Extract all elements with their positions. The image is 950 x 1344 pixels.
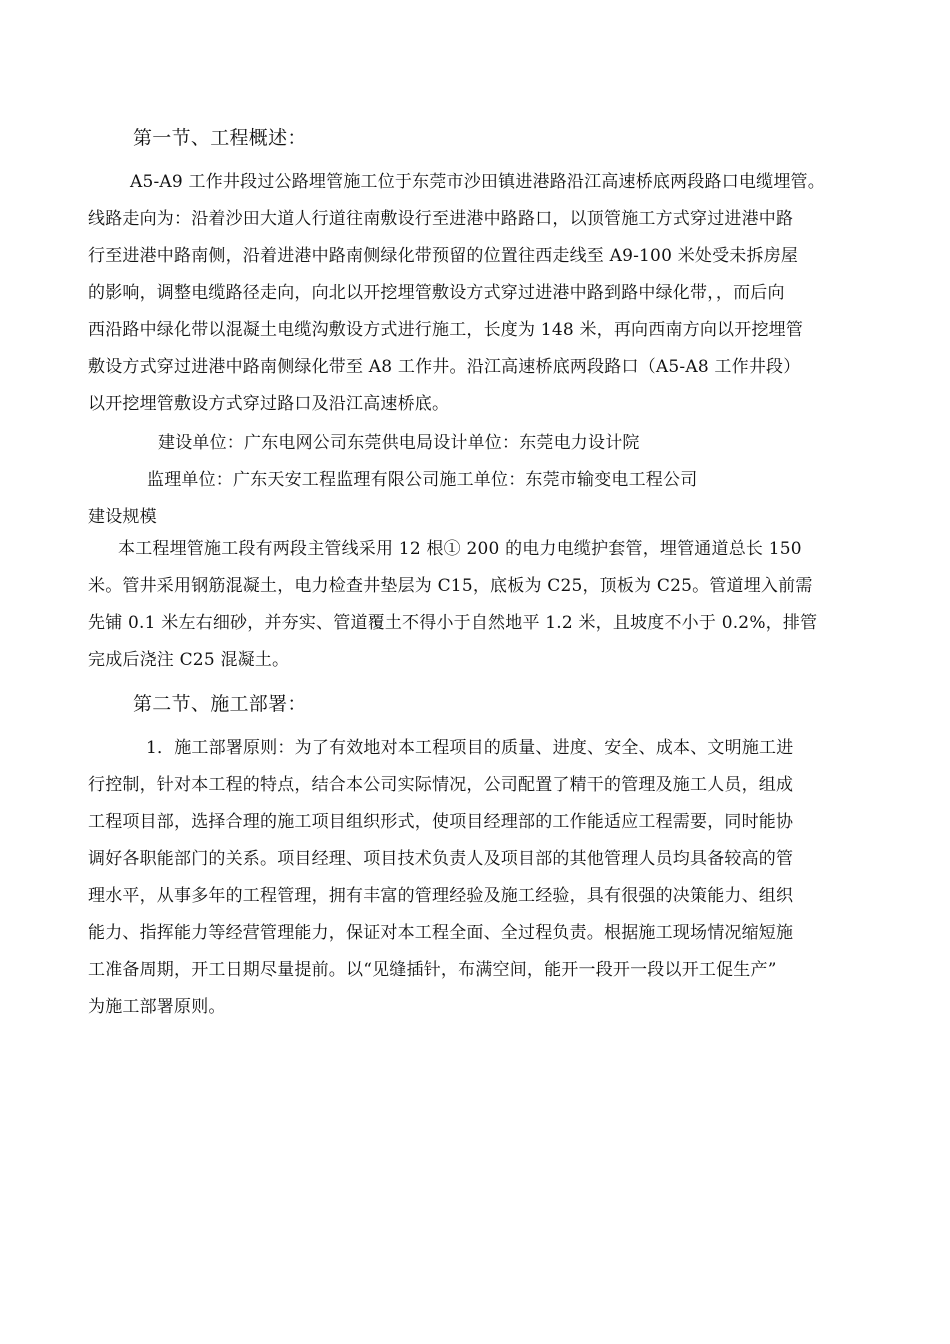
section-2-para-1-line: 调好各职能部门的关系。项目经理、项目技术负责人及项目部的其他管理人员均具备较高的管 xyxy=(88,849,794,869)
construction-scale-label: 建设规模 xyxy=(88,507,157,527)
section-1-para-1-line: 的影响，调整电缆路径走向，向北以开挖埋管敷设方式穿过进港中路到路中绿化带，，而后向 xyxy=(88,283,785,303)
section-2-para-1-line: 行控制，针对本工程的特点，结合本公司实际情况，公司配置了精干的管理及施工人员，组成 xyxy=(88,775,794,795)
section-1-para-1-line: 行至进港中路南侧，沿着进港中路南侧绿化带预留的位置往西走线至 A9-100 米处受未拆房屋 xyxy=(88,246,799,266)
section-1-para-2-line: 先铺 0.1 米左右细砂，并夯实、管道覆土不得小于自然地平 1.2 米，且坡度不小于 0.2%，排管 xyxy=(88,613,818,633)
build-unit-line: 建设单位：广东电网公司东莞供电局设计单位：东莞电力设计院 xyxy=(158,433,640,453)
section-1-para-1-line: 线路走向为：沿着沙田大道人行道往南敷设行至进港中路路口，以顶管施工方式穿过进港中路 xyxy=(88,209,794,229)
section-2-para-1-line: 工程项目部，选择合理的施工项目组织形式，使项目经理部的工作能适应工程需要，同时能协 xyxy=(88,812,794,832)
section-1-para-1-line: 敷设方式穿过进港中路南侧绿化带至 A8 工作井。沿江高速桥底两段路口（A5-A8 工作井段） xyxy=(88,357,801,377)
section-1-para-1-line: 西沿路中绿化带以混凝土电缆沟敷设方式进行施工，长度为 148 米，再向西南方向以开挖埋管 xyxy=(88,320,804,340)
section-1-para-2-line: 本工程埋管施工段有两段主管线采用 12 根① 200 的电力电缆护套管，埋管通道总长 150 xyxy=(118,539,802,559)
section-1-para-2-line: 完成后浇注 C25 混凝土。 xyxy=(88,650,290,670)
section-2-para-1-line: 工准备周期，开工日期尽量提前。以“见缝插针，布满空间，能开一段开一段以开工促生产” xyxy=(88,960,777,980)
supervise-unit-line: 监理单位：广东天安工程监理有限公司施工单位：东莞市输变电工程公司 xyxy=(147,470,698,490)
section-2-para-1-line: 为施工部署原则。 xyxy=(88,997,226,1017)
section-2-para-1-line: 能力、指挥能力等经营管理能力，保证对本工程全面、全过程负责。根据施工现场情况缩短施 xyxy=(88,923,794,943)
section-1-title: 第一节、工程概述： xyxy=(133,127,307,149)
section-1-para-1-line: A5-A9 工作井段过公路埋管施工位于东莞市沙田镇进港路沿江高速桥底两段路口电缆埋管。 xyxy=(130,172,825,192)
section-1-para-1-line: 以开挖埋管敷设方式穿过路口及沿江高速桥底。 xyxy=(88,394,450,414)
section-2-para-1-line: 理水平，从事多年的工程管理，拥有丰富的管理经验及施工经验，具有很强的决策能力、组织 xyxy=(88,886,794,906)
section-2-para-1-line: 1．施工部署原则：为了有效地对本工程项目的质量、进度、安全、成本、文明施工进 xyxy=(146,738,794,758)
section-1-para-2-line: 米。管井采用钢筋混凝土，电力检查井垫层为 C15，底板为 C25，顶板为 C25。管道埋入前需 xyxy=(88,576,813,596)
section-2-title: 第二节、施工部署： xyxy=(133,693,307,715)
